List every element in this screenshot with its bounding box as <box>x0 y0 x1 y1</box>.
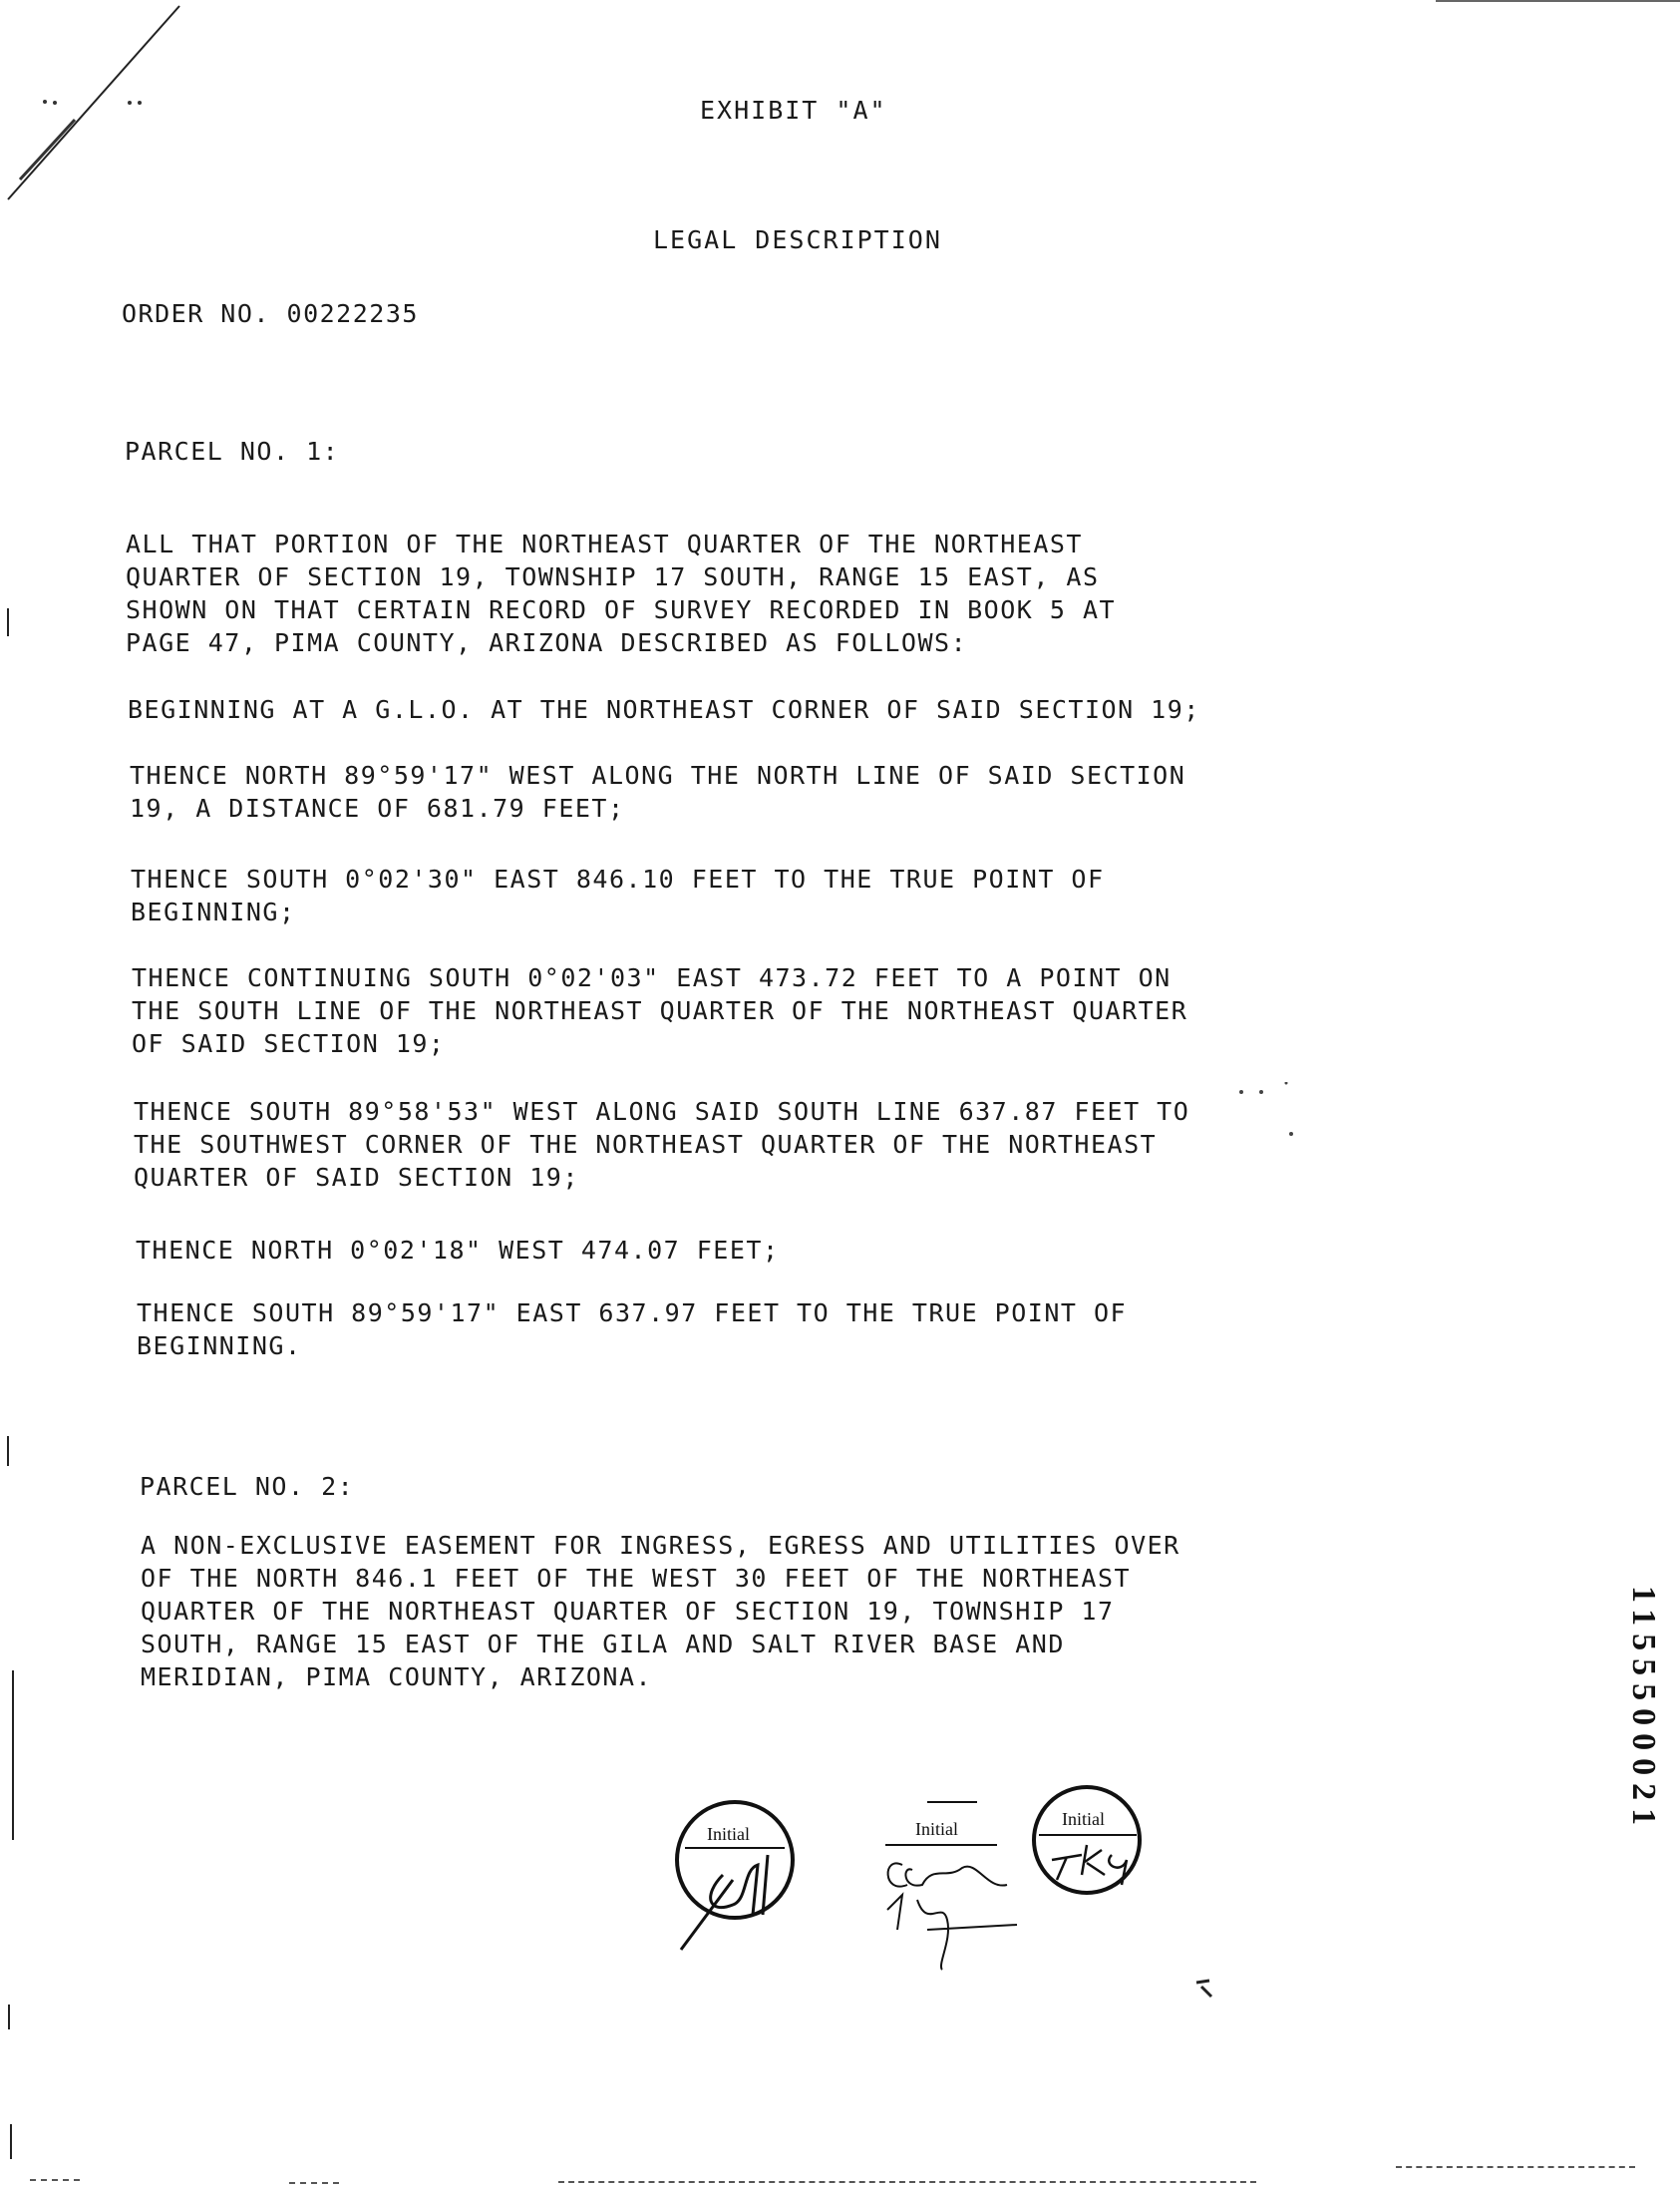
initial-stamp-3-graphic <box>1027 1780 1162 1910</box>
text-line: MERIDIAN, PIMA COUNTY, ARIZONA. <box>141 1662 653 1691</box>
corner-scan-mark <box>0 0 199 209</box>
scan-edge-mark <box>10 2124 12 2159</box>
text-line: THE SOUTH LINE OF THE NORTHEAST QUARTER OF THE NORTHEAST QUARTER <box>132 996 1188 1025</box>
legal-description-heading: LEGAL DESCRIPTION <box>653 225 942 254</box>
scan-noise <box>1396 2166 1635 2168</box>
text-line: THENCE NORTH 89°59'17" WEST ALONG THE NORTH LINE OF SAID SECTION <box>130 761 1186 790</box>
parcel-1-paragraph-6 <box>134 1097 1330 1196</box>
scan-edge-mark <box>1436 0 1680 2</box>
text-line: QUARTER OF SECTION 19, TOWNSHIP 17 SOUTH, RANGE 15 EAST, AS <box>126 562 1100 591</box>
scan-speck <box>1236 1082 1306 1182</box>
initial-stamp-3-label: Initial <box>1062 1809 1105 1829</box>
scan-speck <box>1191 1975 1221 2005</box>
parcel-1-heading: PARCEL NO. 1: <box>125 437 340 466</box>
text-line: BEGINNING; <box>131 898 296 926</box>
parcel-1-paragraph-5 <box>132 963 1328 1062</box>
initial-stamp-2 <box>867 1790 1037 1979</box>
scan-noise <box>289 2182 339 2184</box>
scan-edge-mark <box>12 1670 14 1840</box>
initial-stamp-3 <box>1027 1780 1162 1914</box>
text-line: PAGE 47, PIMA COUNTY, ARIZONA DESCRIBED AS FOLLOWS: <box>126 628 968 657</box>
parcel-1-paragraph-7 <box>136 1236 1332 1269</box>
order-number: ORDER NO. 00222235 <box>122 299 419 328</box>
document-side-code <box>1625 1586 1668 1925</box>
text-line: A NON-EXCLUSIVE EASEMENT FOR INGRESS, EGRESS AND UTILITIES OVER <box>141 1531 1180 1560</box>
text-line: OF THE NORTH 846.1 FEET OF THE WEST 30 FEET OF THE NORTHEAST <box>141 1564 1132 1593</box>
text-line: THENCE SOUTH 89°59'17" EAST 637.97 FEET TO THE TRUE POINT OF <box>137 1298 1128 1327</box>
text-line: THENCE CONTINUING SOUTH 0°02'03" EAST 473.72 FEET TO A POINT ON <box>132 963 1172 992</box>
scan-noise <box>30 2179 80 2181</box>
parcel-2-paragraph-1 <box>141 1531 1337 1695</box>
text-line: BEGINNING AT A G.L.O. AT THE NORTHEAST CORNER OF SAID SECTION 19; <box>128 695 1200 724</box>
text-line: SOUTH, RANGE 15 EAST OF THE GILA AND SALT RIVER BASE AND <box>141 1630 1065 1658</box>
scan-noise <box>558 2181 1256 2183</box>
scan-edge-mark <box>7 1436 9 1466</box>
text-line: ALL THAT PORTION OF THE NORTHEAST QUARTER OF THE NORTHEAST <box>126 530 1083 558</box>
parcel-1-paragraph-2 <box>128 695 1324 728</box>
text-line: THENCE SOUTH 89°58'53" WEST ALONG SAID SOUTH LINE 637.87 FEET TO <box>134 1097 1190 1126</box>
exhibit-title: EXHIBIT "A" <box>700 96 887 125</box>
text-line: OF SAID SECTION 19; <box>132 1029 446 1058</box>
parcel-1-paragraph-4 <box>131 865 1327 930</box>
text-line: 19, A DISTANCE OF 681.79 FEET; <box>130 794 625 823</box>
parcel-1-paragraph-3 <box>130 761 1326 827</box>
scan-edge-mark <box>8 2005 10 2029</box>
initial-stamp-2-graphic <box>867 1790 1037 1975</box>
parcel-1-paragraph-1 <box>126 530 1322 661</box>
document-side-code-text: 1155500021 <box>1625 1586 1662 1834</box>
initial-stamp-2-label: Initial <box>915 1819 958 1839</box>
text-line: THENCE NORTH 0°02'18" WEST 474.07 FEET; <box>136 1236 780 1265</box>
text-line: THENCE SOUTH 0°02'30" EAST 846.10 FEET TO THE TRUE POINT OF <box>131 865 1105 894</box>
text-line: QUARTER OF SAID SECTION 19; <box>134 1163 579 1192</box>
text-line: QUARTER OF THE NORTHEAST QUARTER OF SECTION 19, TOWNSHIP 17 <box>141 1597 1115 1626</box>
initial-stamp-1-graphic <box>663 1795 813 1955</box>
scan-edge-mark <box>7 608 9 636</box>
parcel-2-heading: PARCEL NO. 2: <box>140 1472 355 1501</box>
text-line: SHOWN ON THAT CERTAIN RECORD OF SURVEY RECORDED IN BOOK 5 AT <box>126 595 1117 624</box>
initial-stamp-1-label: Initial <box>707 1824 750 1844</box>
initial-stamp-1 <box>663 1795 813 1959</box>
text-line: BEGINNING. <box>137 1331 302 1360</box>
text-line: THE SOUTHWEST CORNER OF THE NORTHEAST QUARTER OF THE NORTHEAST <box>134 1130 1158 1159</box>
parcel-1-paragraph-8 <box>137 1298 1333 1364</box>
